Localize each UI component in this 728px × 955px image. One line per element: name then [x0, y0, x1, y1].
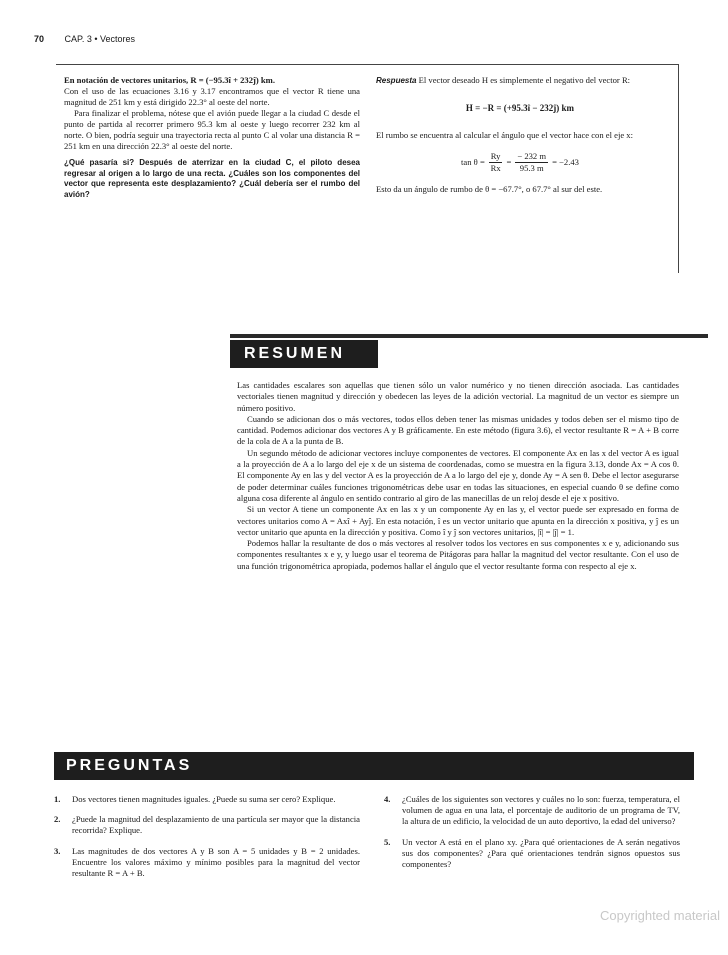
summary-paragraph: Las cantidades escalares son aquellas que tienen sólo un valor numérico y no tienen dirección asociada. Las cantidades vectoriales tienen magnitud y dirección y obedecen las leyes de la adición vectorial. La magnitud de un vector es siempre un número positivo.: [237, 380, 679, 413]
question-number: 4.: [384, 794, 391, 804]
eq-lhs: tan θ =: [461, 156, 485, 167]
fraction-numerator: − 232 m: [517, 150, 547, 161]
questions-heading: PREGUNTAS: [54, 752, 694, 780]
questions-left-column: [54, 794, 360, 888]
fraction-values: [515, 151, 548, 174]
example-paragraph: Para finalizar el problema, nótese que el avión puede llegar a la ciudad C desde el punto de partida al recorrer primero 95.3 km al oeste y luego recorrer 232 km al norte. O bien, podría seguir una trayectoria recta al punto C al volar una distancia R = 251 km en una dirección 22.3° al oeste del norte.: [64, 108, 360, 151]
question-text: Un vector A está en el plano xy. ¿Para qué orientaciones de A serán negativos sus dos componentes? ¿Para qué orientaciones tendrán signos opuestos sus componentes?: [402, 836, 680, 870]
question-text: ¿Puede la magnitud del desplazamiento de una partícula ser mayor que la distancia recorrida? Explique.: [72, 814, 360, 836]
question-text: Dos vectores tienen magnitudes iguales. ¿Puede su suma ser cero? Explique.: [72, 794, 336, 804]
example-paragraph: Con el uso de las ecuaciones 3.16 y 3.17 encontramos que el vector R tiene una magnitud de 251 km y está dirigido 22.3° al oeste del norte.: [64, 86, 360, 107]
fraction-numerator: Ry: [490, 150, 501, 161]
question-item: [54, 846, 360, 880]
question-item: [384, 794, 680, 828]
summary-paragraph: Cuando se adicionan dos o más vectores, todos ellos deben tener las mismas unidades y todos deben ser el mismo tipo de cantidad. Podemos adicionar dos vectores A y B gráficamente. En este método (figura 3.6), el vector resultante R = A + B corre de la cola de A a la punta de B.: [237, 413, 679, 447]
questions-right-column: [384, 794, 680, 879]
what-if-question: ¿Qué pasaría si? Después de aterrizar en la ciudad C, el piloto desea regresar al origen a lo largo de una recta. ¿Cuáles son los componentes del vector que representa este desplazamiento? ¿Cuál debería ser el rumbo del avión?: [64, 158, 360, 199]
eq-result: = −2.43: [552, 156, 579, 167]
question-text: Las magnitudes de dos vectores A y B son A = 5 unidades y B = 2 unidades. Encuentre los valores máximo y mínimo posibles para la magnitud del vector resultante R = A + B.: [72, 845, 360, 879]
summary-body: [237, 380, 679, 572]
page-number: 70: [34, 34, 45, 44]
example-unit-vector-result: En notación de vectores unitarios, R = (−95.3î + 232ĵ) km.: [64, 75, 275, 85]
fraction-denominator: Rx: [490, 162, 501, 173]
question-number: 1.: [54, 794, 61, 804]
equation-h-vector: H = −R = (+95.3î − 232ĵ) km: [465, 102, 575, 113]
question-text: ¿Cuáles de los siguientes son vectores y cuáles no lo son: fuerza, temperatura, el volumen de agua en una lata, el porcentaje de auditorio de un programa de TV, la altura de un edificio, la velocidad de un auto deportivo, la edad del universo?: [402, 794, 680, 827]
answer-text: El vector deseado H es simplemente el negativo del vector R:: [418, 75, 631, 85]
eq-equals: =: [506, 156, 512, 167]
answer-label: Respuesta: [376, 76, 417, 85]
section-rule: [230, 334, 708, 338]
copyright-watermark: Copyrighted material: [600, 908, 720, 923]
question-number: 5.: [384, 836, 391, 847]
summary-paragraph: Podemos hallar la resultante de dos o más vectores al resolver todos los vectores en sus componentes x e y, adicionando sus componentes resultantes x e y, y luego usar el teorema de Pitágoras para hallar la magnitud del vector resultante. Con el uso de una función trigonométrica apropiada, podemos hallar el ángulo que el vector resultante forma con respecto al eje x.: [237, 538, 679, 571]
question-number: 2.: [54, 814, 61, 825]
example-box: [56, 64, 679, 273]
answer-paragraph: El rumbo se encuentra al calcular el ángulo que el vector hace con el eje x:: [376, 129, 633, 140]
question-number: 3.: [54, 845, 61, 856]
answer-paragraph: [376, 75, 664, 87]
chapter-title: CAP. 3 • Vectores: [64, 34, 136, 44]
question-item: [54, 794, 360, 805]
summary-paragraph: Un segundo método de adicionar vectores incluye componentes de vectores. El componente Ax en las x del vector A es igual a la proyección de A a lo largo del eje x de un sistema de coordenadas, como se muestra en la figura 3.13, donde Ax = A cos θ. El componente Ay en las y del vector A es la proyección de A a lo largo del eje y, donde Ay = A sen θ. Debe el lector asegurarse de poder determinar cuáles funciones trigonométricas debe usar en todas las situaciones, en especial cuando θ se define como alguna cosa diferente al ángulo en sentido contrario al giro de las manecillas de un reloj desde el eje x positivo.: [237, 447, 679, 503]
answer-paragraph: Esto da un ángulo de rumbo de θ = −67.7°, o 67.7° al sur del este.: [376, 183, 603, 194]
page-header: [34, 34, 694, 48]
fraction-ry-rx: [489, 151, 503, 174]
question-item: [384, 837, 680, 871]
example-left-column: [64, 75, 360, 200]
summary-heading: RESUMEN: [230, 340, 378, 368]
summary-paragraph: Si un vector A tiene un componente Ax en las x y un componente Ay en las y, el vector puede ser expresado en forma de vectores unitarios como A = Axî + Ayĵ. En esta notación, î es un vector unitario que apunta en la dirección x positiva, y ĵ es un vector unitario que apunta en la dirección y positiva. Como î y ĵ son vectores unitarios, |î| = |ĵ| = 1.: [237, 504, 679, 537]
question-item: [54, 814, 360, 836]
fraction-denominator: 95.3 m: [519, 162, 544, 173]
equation-tan-theta: [376, 151, 664, 174]
example-right-column: [376, 75, 664, 195]
